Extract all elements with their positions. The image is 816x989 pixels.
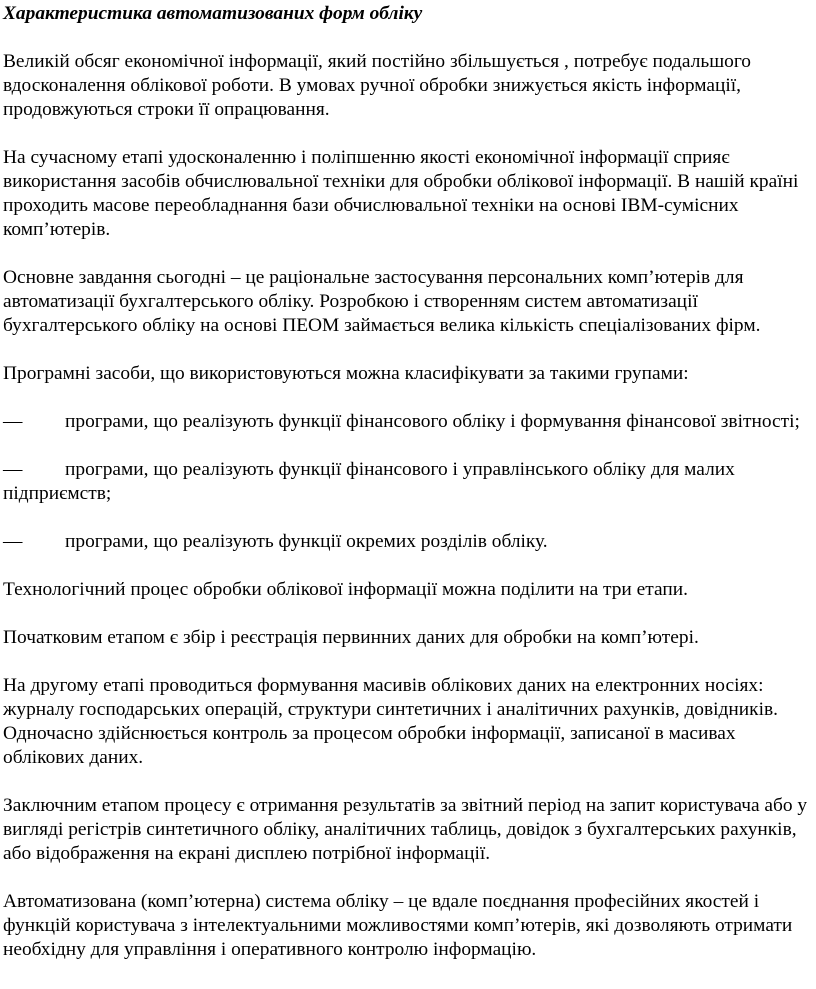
paragraph-5: Технологічний процес обробки облікової інформації можна поділити на три етапи. bbox=[3, 579, 688, 600]
paragraph-1: Великій обсяг економічної інформації, який постійно збільшується , потребує подальшого вдосконалення облікової роботи. В умовах ручної обробки знижується якість інформації, продовжуються строки її опрацювання. bbox=[3, 51, 752, 120]
bullet-item-2 bbox=[3, 458, 812, 506]
paragraph-6: Початковим етапом є збір і реєстрація первинних даних для обробки на комп’ютері. bbox=[3, 627, 699, 648]
document-title: Характеристика автоматизованих форм обліку bbox=[3, 3, 423, 24]
paragraph-3: Основне завдання сьогодні – це раціональне застосування персональних комп’ютерів для автоматизації бухгалтерського обліку. Розробкою і створенням систем автоматизації бухгалтерського обліку на основі ПЕОМ займається велика кількість спеціалізованих фірм. bbox=[3, 267, 761, 336]
bullet-dash: — bbox=[3, 531, 23, 552]
bullet-item-1 bbox=[3, 410, 812, 434]
paragraph-9: Автоматизована (комп’ютерна) система обліку – це вдале поєднання професійних якостей і функцій користувача з інтелектуальними можливостями комп’ютерів, які дозволяють отримати необхідну для управління і оперативного контролю інформацію. bbox=[3, 891, 793, 960]
bullet-text-2: програми, що реалізують функції фінансового і управлінського обліку для малих підприємств; bbox=[3, 459, 735, 504]
paragraph-8: Заключним етапом процесу є отримання результатів за звітний період на запит користувача або у вигляді регістрів синтетичного обліку, аналітичних таблиць, довідок з бухгалтерських рахунків, або відображення на екрані дисплею потрібної інформації. bbox=[3, 795, 808, 864]
bullet-dash: — bbox=[3, 411, 23, 432]
bullet-dash: — bbox=[3, 459, 23, 480]
bullet-item-3 bbox=[3, 530, 812, 554]
bullet-text-1: програми, що реалізують функції фінансового обліку і формування фінансової звітності; bbox=[65, 411, 800, 432]
paragraph-4: Програмні засоби, що використовуються можна класифікувати за такими групами: bbox=[3, 363, 689, 384]
paragraph-7: На другому етапі проводиться формування масивів облікових даних на електронних носіях: журналу господарських операцій, структури синтетичних і аналітичних рахунків, довідників. Одночасно здійснюється контроль за процесом обробки інформації, записаної в масивах облікових даних. bbox=[3, 675, 778, 768]
bullet-text-3: програми, що реалізують функції окремих розділів обліку. bbox=[65, 531, 548, 552]
paragraph-2: На сучасному етапі удосконаленню і поліпшенню якості економічної інформації сприяє використання засобів обчислювальної техніки для обробки облікової інформації. В нашій країні проходить масове переобладнання бази обчислювальної техніки на основі IBM-сумісних комп’ютерів. bbox=[3, 147, 799, 240]
